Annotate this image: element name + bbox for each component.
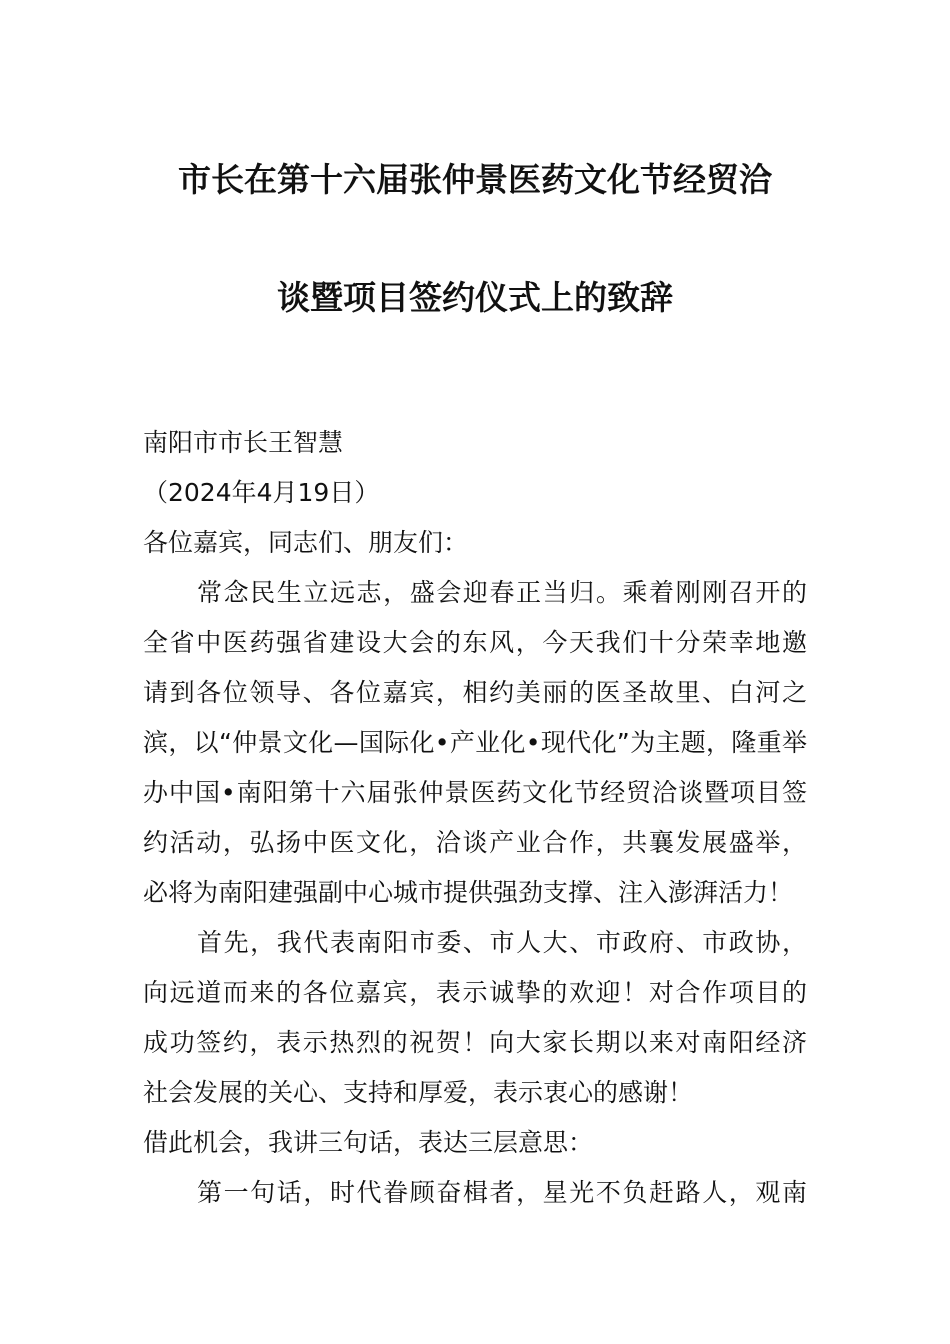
document-body: [143, 418, 807, 1218]
paragraph-1-line: 请到各位领导、各位嘉宾，相约美丽的医圣故里、白河之: [143, 678, 807, 707]
date-line: （2024年4月19日）: [143, 478, 380, 507]
paragraph-1-line: 全省中医药强省建设大会的东风，今天我们十分荣幸地邀: [143, 628, 807, 657]
paragraph-2-line: 首先，我代表南阳市委、市人大、市政府、市政协，: [197, 928, 807, 957]
document-title-line-2: 谈暨项目签约仪式上的致辞: [277, 278, 673, 317]
paragraph-3-line: 第一句话，时代眷顾奋楫者，星光不负赶路人，观南: [197, 1178, 807, 1207]
transition-line: 借此机会，我讲三句话，表达三层意思：: [143, 1128, 594, 1157]
greeting-line: 各位嘉宾，同志们、朋友们：: [143, 528, 469, 557]
speaker-line: 南阳市市长王智慧: [143, 428, 344, 457]
paragraph-2-line: 向远道而来的各位嘉宾，表示诚挚的欢迎！对合作项目的: [143, 978, 807, 1007]
paragraph-1-line: 办中国•南阳第十六届张仲景医药文化节经贸洽谈暨项目签: [143, 778, 807, 807]
paragraph-1-line: 约活动，弘扬中医文化，洽谈产业合作，共襄发展盛举，: [143, 828, 807, 857]
paragraph-1-line: 必将为南阳建强副中心城市提供强劲支撑、注入澎湃活力！: [143, 878, 794, 907]
paragraph-1-line: 常念民生立远志，盛会迎春正当归。乘着刚刚召开的: [197, 578, 807, 607]
paragraph-1-line: 滨，以“仲景文化—国际化•产业化•现代化”为主题，隆重举: [143, 728, 807, 757]
paragraph-2-line: 成功签约，表示热烈的祝贺！向大家长期以来对南阳经济: [143, 1028, 807, 1057]
paragraph-2-line: 社会发展的关心、支持和厚爱，表示衷心的感谢！: [143, 1078, 694, 1107]
document-title-line-1: 市长在第十六届张仲景医药文化节经贸洽: [178, 160, 772, 199]
